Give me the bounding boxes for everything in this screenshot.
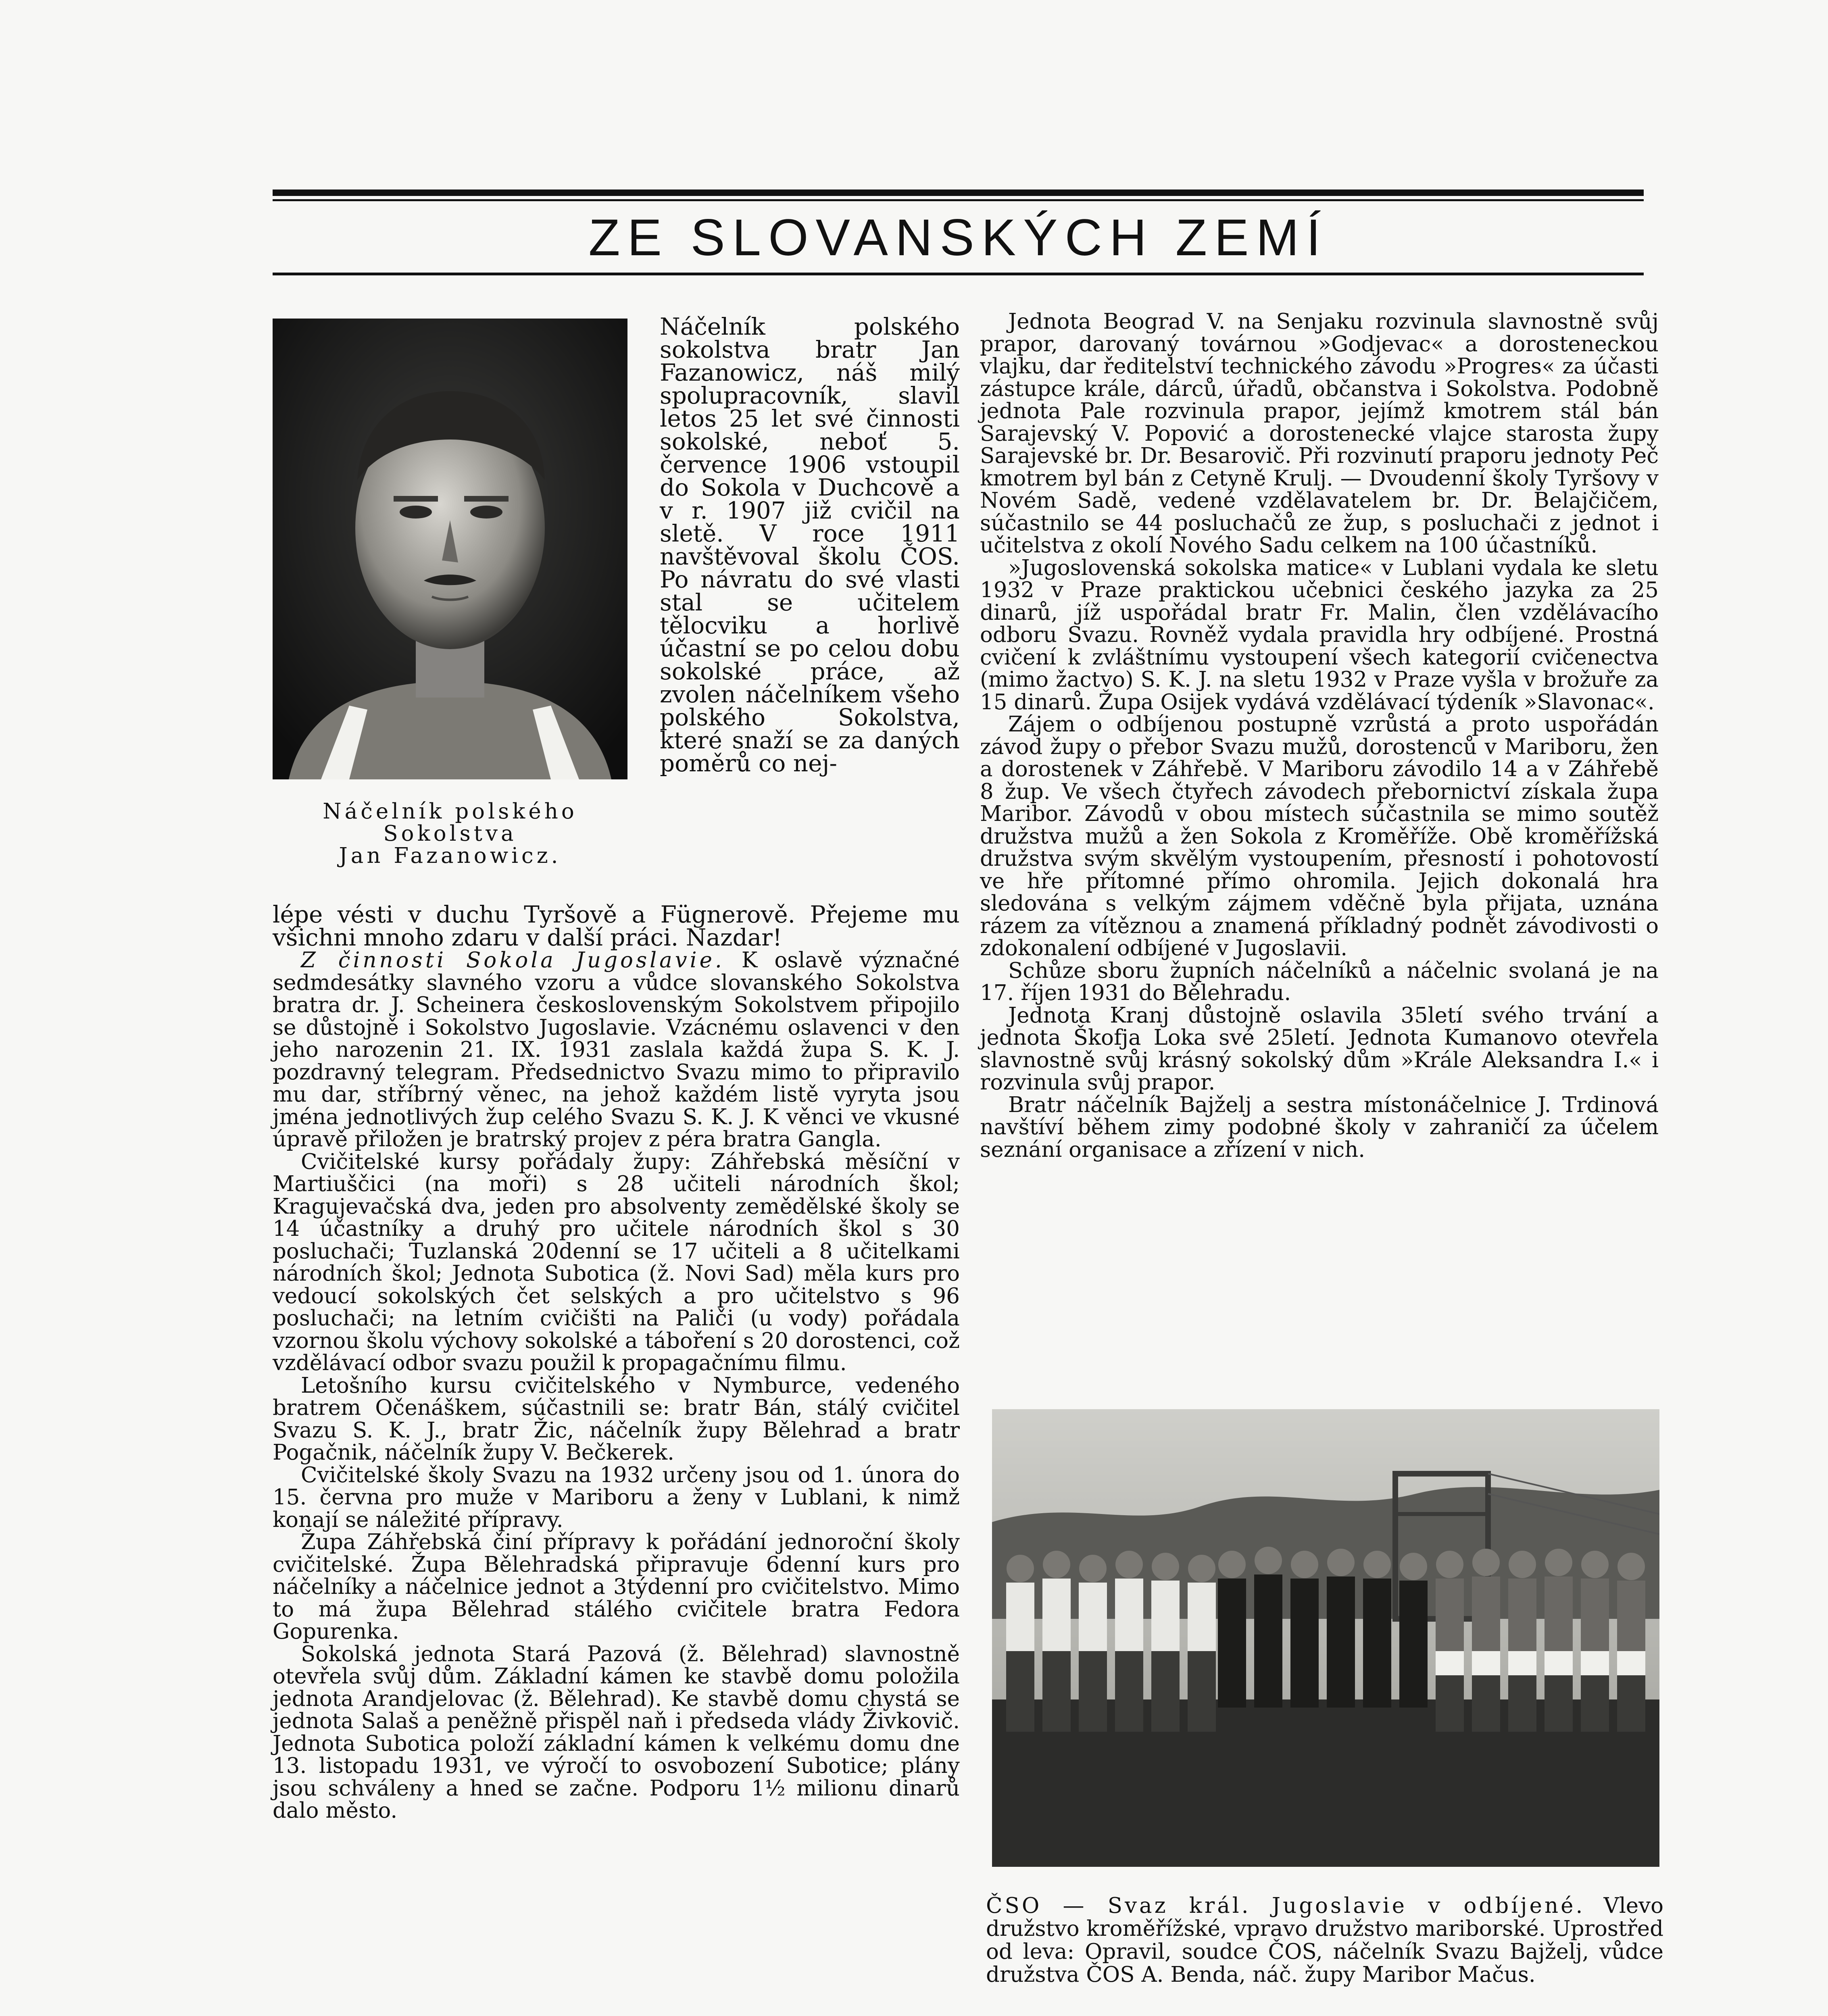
team-photo <box>992 1409 1659 1867</box>
section-title: ZE SLOVANSKÝCH ZEMÍ <box>588 209 1328 267</box>
team-photo-caption <box>986 1894 1663 1986</box>
meeting-paragraph: Schůze sboru župních náčelníků a náčelnic svolaná je na 17. říjen 1931 do Bělehradu. <box>980 958 1659 1005</box>
fazanowicz-wrap-text <box>660 315 960 775</box>
matice-paragraph: »Jugoslovenská sokolska matice« v Lublani vydala ke sletu 1932 v Praze praktickou učebnici českého jazyka za 25 dinarů, jíž uspořádal bratr Fr. Malin, člen vzdělávacího odboru Svazu. Rovněž vydala pravidla hry odbíjené. Prostná cvičení k zvláštnímu vystoupení všech kategorií cvičenectva (mimo žactvo) S. K. J. na sletu 1932 v Praze vyšla v brožuře za 15 dinarů. Župa Osijek vydává vzdělávací týdeník »Slavonac«. <box>980 555 1659 714</box>
team-illustration <box>992 1409 1659 1867</box>
yugoslavia-heading: Z činnosti Sokola Jugoslavie. <box>301 948 725 973</box>
stara-pazova-paragraph: Sokolská jednota Stará Pazová (ž. Bělehrad) slavnostně otevřela svůj dům. Základní kámen ke stavbě domu položila jednota Arandjelovac (ž. Bělehrad). Ke stavbě domu chystá se jednota Salaš a peněžně přispěl naň i předseda vlády Živkovič. Jednota Subotica položí základní kámen k velkému domu dne 13. listopadu 1931, ve výročí to osvobození Subotice; plány jsou schváleny a hned se začne. Podporu 1½ milionu dinarů dalo město. <box>273 1641 960 1823</box>
right-column <box>980 310 1659 1161</box>
team-photo-caption-rest: Vlevo družstvo kroměřížské, vpravo družstvo mariborské. Uprostřed od leva: Opravil, soudce ČOS, náčelník Svazu Bajželj, vůdce družstva ČOS A. Benda, náč. župy Maribor Mačus. <box>986 1893 1663 1987</box>
header-rule-bottom <box>273 273 1644 275</box>
portrait-caption-line: Náčelník polského <box>323 799 577 824</box>
team-photo-caption-text <box>986 1894 1663 1986</box>
portrait-caption <box>273 800 627 867</box>
portrait-caption-line: Jan Fazanowicz. <box>339 843 561 868</box>
team-photo-caption-lead: ČSO — Svaz král. Jugoslavie v odbíjené. <box>986 1893 1585 1918</box>
bajzelj-paragraph: Bratr náčelník Bajželj a sestra místonáčelnice J. Trdinová navštíví během zimy podobné školy v zahraničí za účelem seznání organisace a zřízení v nich. <box>980 1092 1659 1162</box>
yugoslavia-paragraph-text: K oslavě význačné sedmdesátky slavného vzoru a vůdce slovanského Sokolstva bratra dr. J. Scheinera československým Sokolstvem připojilo se důstojně i Sokolstvo Jugoslavie. Vzácnému oslavenci v den jeho narozenin 21. IX. 1931 zaslala každá župa S. K. J. pozdravný telegram. Předsednictvo Svazu mimo to připravilo mu dar, stříbrný věnec, na jehož každém listě vyryta jsou jména jednotlivých žup celého Svazu S. K. J. K věnci ve vkusné úpravě přiložen je bratrský projev z péra bratra Gangla. <box>273 948 960 1152</box>
courses-paragraph: Cvičitelské kursy pořádaly župy: Záhřebská měsíční v Martiuščici (na moři) s 28 učiteli národních škol; Kragujevačská dva, jeden pro absolventy zemědělské školy se 14 účastníky a druhý pro učitele národních škol s 30 posluchači; Tuzlanská 20denní se 17 učiteli a 8 učitelkami národních škol; Jednota Subotica (ž. Novi Sad) měla kurs pro vedoucí sokolských čet selských a pro učitelstvo s 96 posluchači; na letním cvičišti na Paliči (u vody) pořádala vzornou školu výchovy sokolské a táboření s 20 dorostenci, což vzdělávací odbor svazu použil k propagačnímu filmu. <box>273 1149 960 1375</box>
fazanowicz-paragraph-end: lépe vésti v duchu Tyršově a Fügnerově. Přejeme mu všichni mnoho zdaru v další práci. Nazdar! <box>273 901 960 951</box>
portrait-caption-line: Sokolstva <box>383 821 517 846</box>
kranj-paragraph: Jednota Kranj důstojně oslavila 35letí svého trvání a jednota Škofja Loka své 25letí. Jednota Kumanovo otevřela slavnostně svůj krásný sokolský dům »Krále Aleksandra I.« i rozvinula svůj prapor. <box>980 1003 1659 1095</box>
fazanowicz-paragraph: Náčelník polského sokolstva bratr Jan Fazanowicz, náš milý spolupracovník, slavil letos 25 let své činnosti sokolské, neboť 5. července 1906 vstoupil do Sokola v Duchcově a v r. 1907 již cvičil na sletě. V roce 1911 navštěvoval školu ČOS. Po návratu do své vlasti stal se učitelem tělocviku a horlivě účastní se po celou dobu sokolské práce, až zvolen náčelníkem všeho polského Sokolstva, které snaží se za daných poměrů co nej- <box>660 313 960 777</box>
portrait-photo <box>273 319 627 779</box>
header-rule-top <box>273 190 1644 196</box>
left-column <box>273 903 960 1822</box>
header-rule-thin <box>273 199 1644 201</box>
beograd-paragraph: Jednota Beograd V. na Senjaku rozvinula slavnostně svůj prapor, darovaný továrnou »Godjevac« a dorosteneckou vlajku, dar ředitelství technického závodu »Progres« za účasti zástupce krále, dárců, úřadů, občanstva i Sokolstva. Podobně jednota Pale rozvinula prapor, jejímž kmotrem stál bán Sarajevský V. Popović a dorostenecké vlajce starosta župy Sarajevské br. Dr. Besarovič. Při rozvinutí praporu jednoty Peč kmotrem byl bán z Cetyně Krulj. — Dvoudenní školy Tyršovy v Novém Sadě, vedené vzdělavatelem br. Dr. Belajčičem, súčastnilo se 44 posluchačů ze žup, s posluchači z jednot i učitelstva z okolí Nového Sadu celkem na 100 účastníků. <box>980 309 1659 558</box>
portrait-illustration <box>273 319 627 779</box>
nymburk-paragraph: Letošního kursu cvičitelského v Nymburce, vedeného bratrem Očenáškem, súčastnili se: bratr Bán, stálý cvičitel Svazu S. K. J., bratr Žic, náčelník župy Bělehrad a bratr Pogačnik, náčelník župy V. Bečkerek. <box>273 1373 960 1465</box>
yugoslavia-paragraph <box>273 949 960 1151</box>
zagreb-paragraph: Župa Záhřebská činí přípravy k pořádání jednoroční školy cvičitelské. Župa Bělehradská připravuje 6denní kurs pro náčelníky a náčelnice jednot a 3týdenní pro cvičitelstvo. Mimo to má župa Bělehrad stálého cvičitele bratra Fedora Gopurenka. <box>273 1530 960 1644</box>
schools-paragraph: Cvičitelské školy Svazu na 1932 určeny jsou od 1. února do 15. června pro muže v Mariboru a ženy v Lublani, k nimž konají se náležité přípravy. <box>273 1462 960 1532</box>
volleyball-paragraph: Zájem o odbíjenou postupně vzrůstá a proto uspořádán závod župy o přebor Svazu mužů, dorostenců v Mariboru, žen a dorostenek v Záhřebě. V Mariboru závodilo 14 a v Záhřebě 8 žup. Ve všech čtyřech závodech přebornictví získala župa Maribor. Závodů v obou místech súčastnila se mimo soutěž družstva mužů a žen Sokola z Kroměříže. Obě kroměřížská družstva svým skvělým vystoupením, přesností i pohotovostí ve hře přítomné přímo ohromila. Jejich dokonalá hra sledována s velkým zájmem vděčně byla přijata, uznána rázem za vítěznou a znamená příkladný podnět závodivosti o zdokonalení odbíjené v Jugoslavii. <box>980 712 1659 960</box>
